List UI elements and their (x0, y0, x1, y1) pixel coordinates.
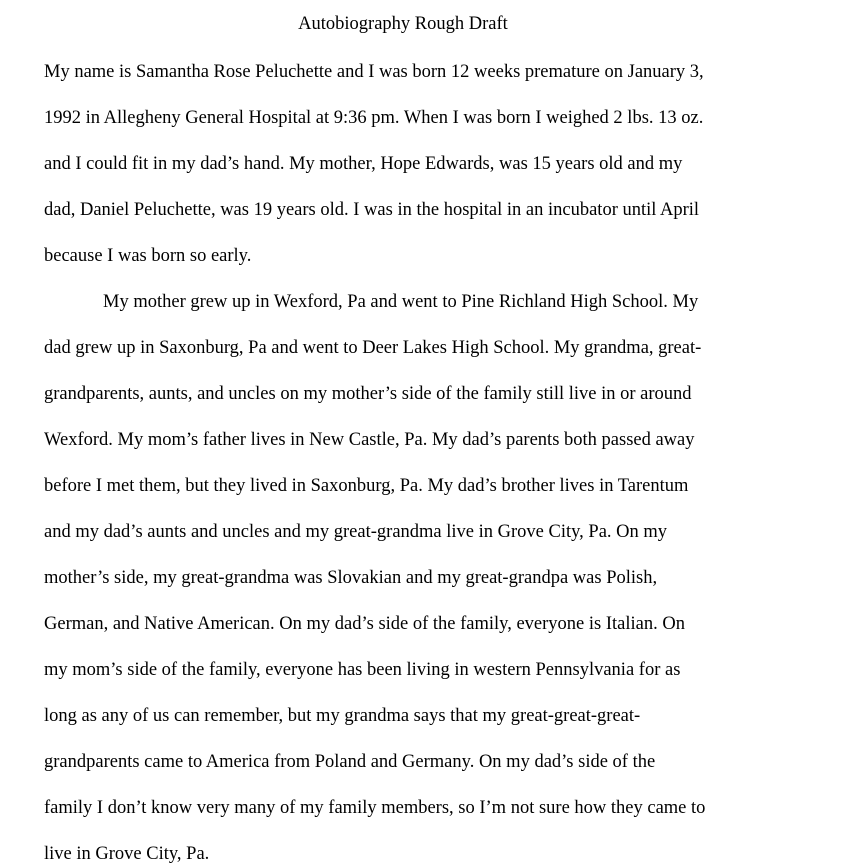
paragraph-2-line-9: my mom’s side of the family, everyone has been living in western Pennsylvania for as (44, 660, 681, 680)
paragraph-1-line-4: dad, Daniel Peluchette, was 19 years old. I was in the hospital in an incubator until April (44, 200, 700, 220)
paragraph-2-line-2: dad grew up in Saxonburg, Pa and went to Deer Lakes High School. My grandma, great- (44, 338, 702, 358)
paragraph-1-line-5: because I was born so early. (44, 246, 252, 266)
paragraph-2-line-8: German, and Native American. On my dad’s side of the family, everyone is Italian. On (44, 614, 685, 634)
paragraph-2-line-6: and my dad’s aunts and uncles and my great-grandma live in Grove City, Pa. On my (44, 522, 668, 542)
paragraph-2-line-7: mother’s side, my great-grandma was Slovakian and my great-grandpa was Polish, (44, 568, 658, 588)
paragraph-2-line-11: grandparents came to America from Poland and Germany. On my dad’s side of the (44, 752, 656, 772)
paragraph-2-line-3: grandparents, aunts, and uncles on my mother’s side of the family still live in or around (44, 384, 692, 404)
paragraph-1-line-1: My name is Samantha Rose Peluchette and I was born 12 weeks premature on January 3, (44, 62, 704, 82)
paragraph-2-line-10: long as any of us can remember, but my grandma says that my great-great-great- (44, 706, 641, 726)
paragraph-1-line-3: and I could fit in my dad’s hand. My mother, Hope Edwards, was 15 years old and my (44, 154, 683, 174)
paragraph-2-line-4: Wexford. My mom’s father lives in New Castle, Pa. My dad’s parents both passed away (44, 430, 695, 450)
paragraph-2-line-13: live in Grove City, Pa. (44, 844, 210, 864)
paragraph-2-line-12: family I don’t know very many of my family members, so I’m not sure how they came to (44, 798, 706, 818)
document-title: Autobiography Rough Draft (298, 14, 508, 34)
paragraph-2-line-1: My mother grew up in Wexford, Pa and went to Pine Richland High School. My (103, 292, 699, 312)
paragraph-2-line-5: before I met them, but they lived in Saxonburg, Pa. My dad’s brother lives in Tarentum (44, 476, 689, 496)
paragraph-1-line-2: 1992 in Allegheny General Hospital at 9:36 pm. When I was born I weighed 2 lbs. 13 oz. (44, 108, 704, 128)
